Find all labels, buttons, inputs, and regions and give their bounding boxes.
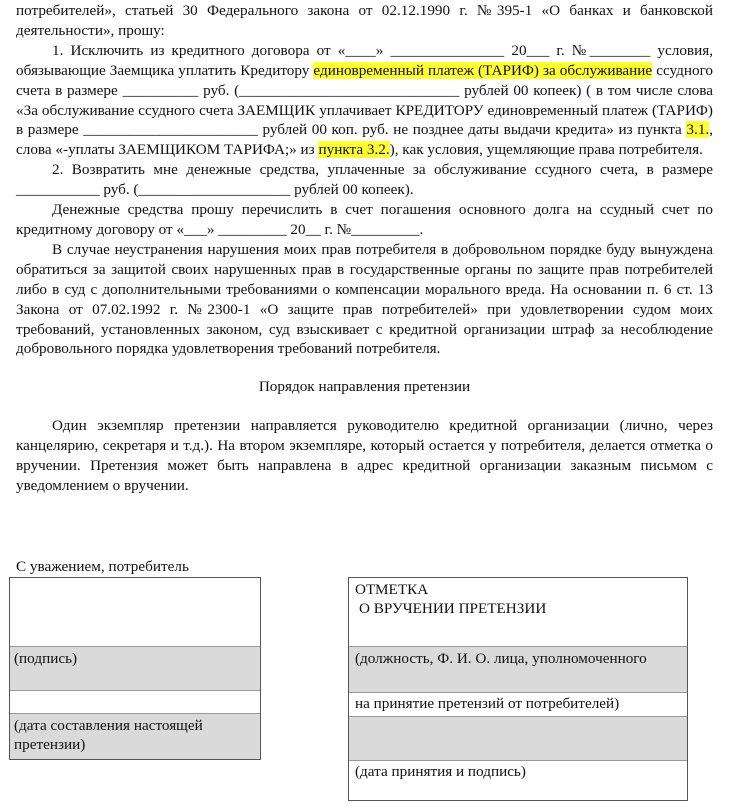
highlight-tariff: единовременный платеж (ТАРИФ) за обслуживание	[313, 61, 653, 79]
document-body	[16, 0, 713, 496]
acceptance-date-label: (дата принятия и подпись)	[349, 760, 687, 782]
signature-label: (подпись)	[10, 646, 260, 690]
paragraph-item-2: 2. Возвратить мне денежные средства, уплаченные за обслуживание ссудного счета, в размере ___________ руб. (____________________ рублей 00 копеек).	[16, 161, 713, 199]
paragraph-item-1	[16, 41, 713, 160]
receipt-blank	[349, 716, 687, 760]
date-area	[10, 690, 260, 713]
highlight-clause-3-2: пункта 3.2.	[318, 141, 390, 159]
item-1-text-c: , слова «-уплаты ЗАЕМЩИКОМ ТАРИФА;» из	[16, 121, 713, 159]
receipt-title-line-2: О ВРУЧЕНИИ ПРЕТЕНЗИИ	[359, 600, 547, 617]
item-1-text-b: ссудного счета в размере __________ руб. (_____________________________ рублей 00 копеек) ( в том числе слова «За обслуживание ссудного счета ЗАЕМЩИК уплачивает КРЕДИТОРУ единовременный платеж (ТАРИФ) в размере _______________________ рублей 00 коп. руб. не позднее даты выдачи кредита» из пункта	[16, 61, 714, 139]
closing-line: С уважением, потребитель	[16, 558, 189, 575]
position-label: (должность, Ф. И. О. лица, уполномоченного	[349, 646, 687, 692]
paragraph-transfer: Денежные средства прошу перечислить в счет погашения основного долга на ссудный счет по кредитному договору от «___» _________ 20__ г. №_________.	[16, 201, 713, 238]
consumer-signature-box	[9, 577, 261, 760]
signature-area	[10, 578, 260, 646]
paragraph-intro: потребителей», статьей 30 Федерального закона от 02.12.1990 г. №395-1 «О банках и банковской деятельности», прошу:	[16, 2, 713, 39]
paragraph-violation: В случае неустранения нарушения моих прав потребителя в добровольном порядке буду вынуждена обратиться за защитой своих нарушенных прав в государственные органы по защите прав потребителей либо в суд с дополнительными требованиями о компенсации морального вреда. На основании п. 6 ст. 13 Закона от 07.02.1992 г. №2300-1 «О защите прав потребителей» при удовлетворении судом моих требований, установленных законом, суд взыскивает с кредитной организации штраф за несоблюдение добровольного порядка удовлетворения требований потребителя.	[16, 240, 713, 358]
highlight-clause-3-1: 3.1.	[686, 121, 710, 139]
date-composed-label: (дата составления настоящей претензии)	[10, 713, 260, 759]
receipt-title-line-1: ОТМЕТКА	[355, 581, 429, 598]
receipt-mark-box	[348, 577, 688, 801]
paragraph-procedure: Один экземпляр претензии направляется руководителю кредитной организации (лично, через канцелярию, секретаря и т.д.). На втором экземпляре, который остается у потребителя, делается отметка о вручении. Претензия может быть направлена в адрес кредитной организации заказным письмом с уведомлением о вручении.	[16, 417, 713, 494]
section-heading: Порядок направления претензии	[258, 378, 471, 396]
item-1-text-d: ), как условия, ущемляющие права потребителя.	[389, 141, 703, 159]
receipt-title	[349, 578, 687, 646]
item-1-text-a: 1. Исключить из кредитного договора от «____» _______________ 20___ г. №________ условия, обязывающие Заемщика уплатить Кредитору	[16, 41, 713, 79]
receive-label: на принятие претензий от потребителей)	[349, 692, 687, 716]
